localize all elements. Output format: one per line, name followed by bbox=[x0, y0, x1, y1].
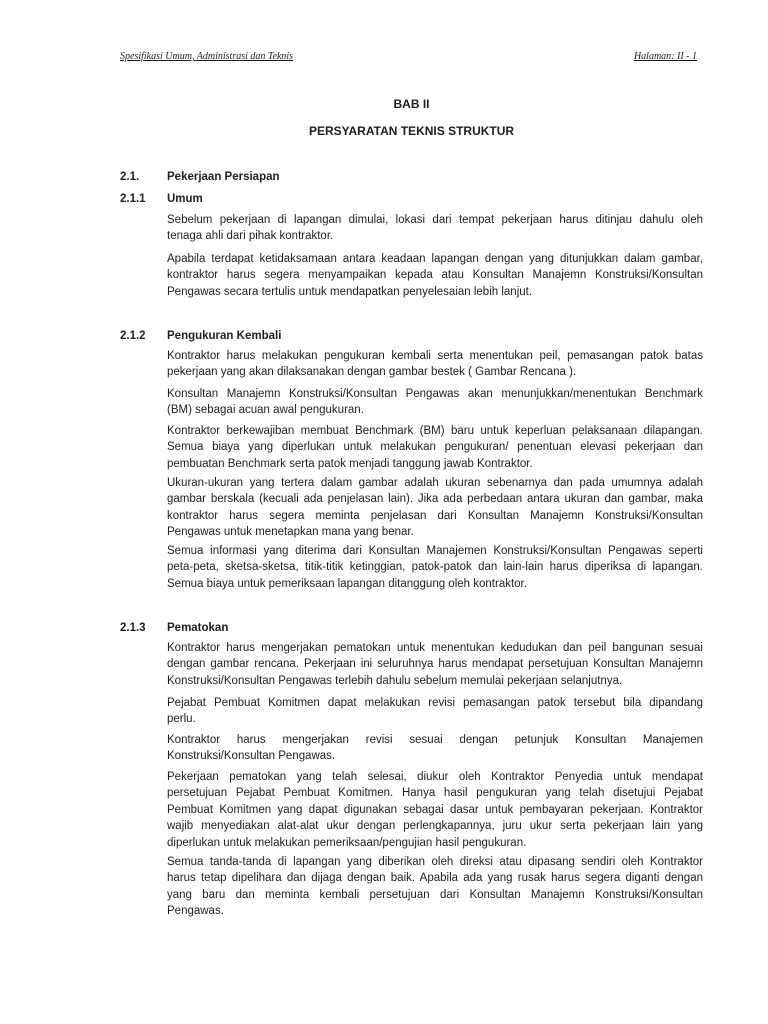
section-heading-2-1 bbox=[120, 169, 703, 185]
paragraph bbox=[167, 543, 703, 592]
paragraph-line: Konstruksi/Konsultan Pengawas. bbox=[167, 750, 336, 763]
paragraph-line: peta-peta, sketsa-sketsa, titik-titik ketinggian, patok-patok dan lain-lain harus diperiksa di lapangan. bbox=[167, 561, 703, 574]
paragraph-line: tenaga ahli dari pihak kontraktor. bbox=[167, 230, 334, 243]
paragraph bbox=[167, 640, 703, 689]
paragraph-line: Pejabat Pembuat Komitmen dapat melakukan revisi pemasangan patok tersebut bila dipandang bbox=[167, 697, 703, 709]
paragraph-line: diperlukan untuk melakukan pemeriksaan/pengujian hasil pengukuran. bbox=[167, 836, 527, 849]
paragraph bbox=[167, 769, 703, 851]
chapter-label: BAB II bbox=[393, 97, 430, 111]
paragraph-line: Konstruksi/Konsultan Pengawas terlebih dahulu sebelum memulai pekerjaan selanjutnya. bbox=[167, 674, 623, 687]
paragraph-line: gambar berskala (kecuali ada penjelasan lain). Jika ada perbedaan antara ukuran dan gambar, maka bbox=[167, 493, 703, 506]
paragraph-line: yang baru dan meminta kembali persetujuan dari Konsultan Manajemn Konstruksi/Konsultan bbox=[167, 888, 703, 901]
paragraph-line: Semua tanda-tanda di lapangan yang diberikan oleh direksi atau dipasang sendiri oleh Kontraktor bbox=[167, 856, 703, 868]
paragraph-line: dengan gambar rencana. Pekerjaan ini seluruhnya harus mendapat persetujuan Konsultan Manajemn bbox=[167, 658, 703, 671]
section-number: 2.1.1 bbox=[120, 193, 146, 205]
section-title: Pekerjaan Persiapan bbox=[167, 171, 280, 183]
section-title: Pematokan bbox=[167, 622, 229, 634]
paragraph-line: Semua biaya untuk pemeriksaan lapangan ditanggung oleh kontraktor. bbox=[167, 577, 527, 590]
section-heading-2-1-2 bbox=[120, 328, 703, 344]
paragraph-line: Ukuran-ukuran yang tertera dalam gambar adalah ukuran sebenarnya dan pada umumnya adalah bbox=[167, 477, 703, 489]
paragraph bbox=[167, 854, 703, 920]
paragraph bbox=[167, 386, 703, 419]
paragraph-line: Kontraktor harus mengerjakan pematokan untuk menentukan kedudukan dan peil bangunan sesuai bbox=[167, 642, 703, 654]
paragraph-line: Kontraktor berkewajiban membuat Benchmark (BM) baru untuk keperluan pelaksanaan dilapangan. bbox=[167, 425, 703, 437]
paragraph-line: Apabila terdapat ketidaksamaan antara keadaan lapangan dengan yang ditunjukkan dalam gambar, bbox=[167, 253, 703, 265]
section-heading-2-1-1 bbox=[120, 191, 703, 207]
paragraph-line: Pengawas. bbox=[167, 905, 224, 918]
paragraph-line: Konsultan Manajemn Konstruksi/Konsultan Pengawas akan menunjukkan/menentukan Benchmark bbox=[167, 388, 703, 400]
paragraph bbox=[167, 212, 703, 245]
paragraph-line: Kontraktor harus melakukan pengukuran kembali serta menentukan peil, pemasangan patok batas bbox=[167, 350, 703, 362]
paragraph-line: persetujuan Pejabat Pembuat Komitmen. Hanya hasil pengukuran yang telah disetujui Pejabat bbox=[167, 787, 703, 800]
page-number: Halaman: II - 1 bbox=[633, 51, 697, 62]
paragraph-line: wajib menyediakan alat-alat ukur dengan perlengkapannya, juru ukur serta pekerjaan lain yang bbox=[167, 820, 703, 833]
paragraph-line: Pengawas untuk menetapkan mana yang benar. bbox=[167, 526, 414, 539]
paragraph-line: Semua biaya yang diperlukan untuk melakukan pengukuran/ penentuan elevasi pekerjaan dan bbox=[167, 441, 703, 454]
section-title: Pengukuran Kembali bbox=[167, 330, 282, 342]
paragraph-line: pekerjaan yang akan dilaksanakan dengan gambar bestek ( Gambar Rencana ). bbox=[167, 366, 577, 379]
section-title: Umum bbox=[167, 193, 203, 205]
paragraph-line: Pengawas secara tertulis untuk mendapatkan penyelesaian lebih lanjut. bbox=[167, 285, 533, 298]
section-number: 2.1.2 bbox=[120, 330, 146, 342]
paragraph-line: kontraktor harus segera meminta penjelasan dari Konsultan Manajemn Konstruksi/Konsultan bbox=[167, 509, 703, 522]
paragraph-line: (BM) sebagai acuan awal pengukuran. bbox=[167, 404, 364, 417]
paragraph bbox=[167, 475, 703, 541]
paragraph-line: Semua informasi yang diterima dari Konsultan Manajemen Konstruksi/Konsultan Pengawas seperti bbox=[167, 545, 703, 557]
paragraph bbox=[167, 695, 703, 728]
paragraph-line: Sebelum pekerjaan di lapangan dimulai, lokasi dari tempat pekerjaan harus ditinjau dahulu oleh bbox=[167, 214, 703, 226]
paragraph-line: harus tetap dipelihara dan dijaga dengan baik. Apabila ada yang rusak harus segera diganti dengan bbox=[167, 872, 703, 885]
section-number: 2.1. bbox=[120, 171, 140, 183]
section-heading-2-1-3 bbox=[120, 620, 703, 636]
paragraph-line: Kontraktor harus mengerjakan revisi sesuai dengan petunjuk Konsultan Manajemen bbox=[167, 734, 703, 746]
paragraph-line: pembuatan Benchmark serta patok menjadi tanggung jawab Kontraktor. bbox=[167, 457, 533, 470]
paragraph bbox=[167, 732, 703, 765]
section-number: 2.1.3 bbox=[120, 622, 146, 634]
paragraph bbox=[167, 348, 703, 381]
chapter-title: PERSYARATAN TEKNIS STRUKTUR bbox=[308, 124, 515, 138]
paragraph-line: Pembuat Komitmen yang dapat digunakan sebagai dasar untuk pembayaran pekerjaan. Kontraktor bbox=[167, 803, 703, 816]
running-header-title: Spesifikasi Umum, Administrasi dan Teknis bbox=[120, 51, 294, 62]
paragraph bbox=[167, 423, 703, 472]
paragraph-line: Pekerjaan pematokan yang telah selesai, diukur oleh Kontraktor Penyedia untuk mendapat bbox=[167, 771, 703, 783]
paragraph bbox=[167, 251, 703, 300]
paragraph-line: kontraktor harus segera menyampaikan kepada atau Konsultan Manajemn Konstruksi/Konsultan bbox=[167, 269, 703, 282]
paragraph-line: perlu. bbox=[167, 713, 196, 726]
